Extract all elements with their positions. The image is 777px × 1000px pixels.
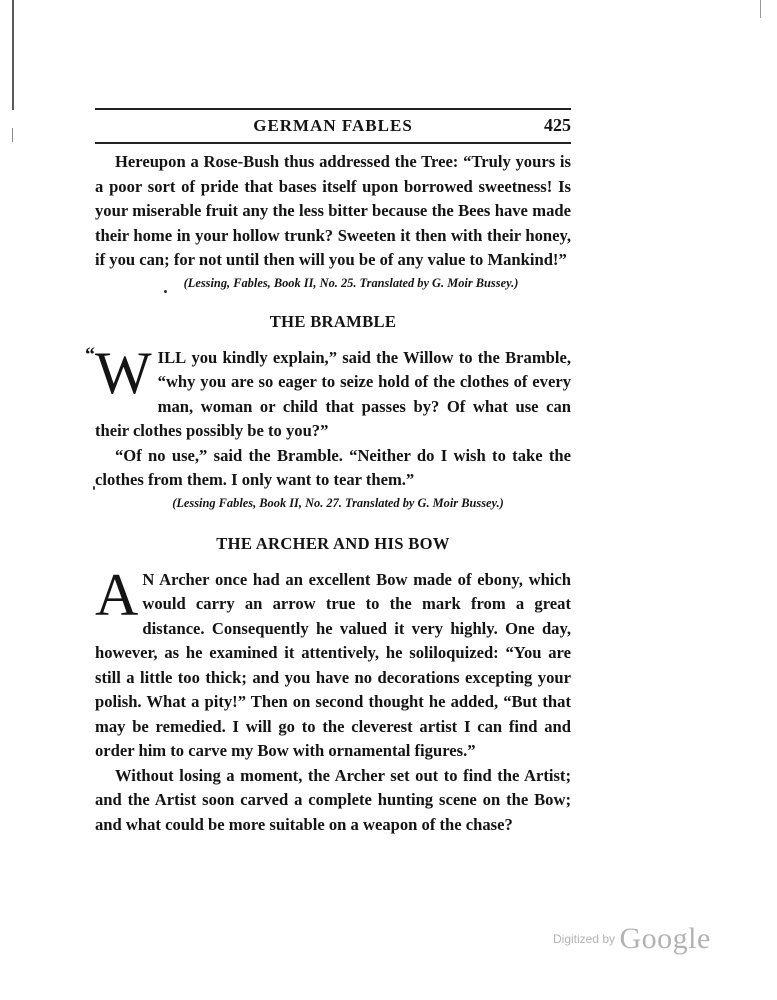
archer-first-letter: N — [142, 569, 155, 589]
bramble-paragraph-1-text: you kindly explain,” said the Willow to the Bramble, “why you are so eager to seize hold of the clothes of every man, woman or child that passes by? Of what use can their clothes possibly be to you?” — [95, 347, 571, 440]
watermark-prefix: Digitized by — [553, 932, 616, 946]
archer-paragraph-2: Without losing a moment, the Archer set out to find the Artist; and the Artist soon carved a complete hunting scene on the Bow; and what could be more suitable on a weapon of the chase? — [95, 765, 571, 834]
book-page — [85, 108, 571, 837]
bramble-paragraph-1 — [95, 339, 571, 444]
archer-heading: THE ARCHER AND HIS BOW — [216, 533, 450, 553]
archer-dropcap: A — [95, 561, 139, 628]
archer-paragraph-1 — [95, 561, 571, 764]
bramble-heading: THE BRAMBLE — [269, 311, 397, 331]
archer-paragraph-1-text: Archer once had an excellent Bow made of ebony, which would carry an arrow true to the mark from a great distance. Consequently he valued it very highly. One day, however, as he examined it attentively, he soliloquized: “You are still a little too thick; and you have no decorations excepting your polish. What a pity!” Then on second thought he added, “But that may be remedied. I will go to the cleverest artist I can find and order him to carve my Bow with ornamental figures.” — [95, 569, 571, 760]
google-logo: Google — [619, 922, 711, 955]
bramble-citation: (Lessing Fables, Book II, No. 27. Translated by G. Moir Bussey.) — [172, 495, 504, 510]
page-number: 425 — [544, 115, 571, 135]
bramble-open-quote: “ — [85, 343, 95, 366]
running-header — [95, 110, 571, 144]
scan-edge-right — [760, 0, 761, 18]
bramble-dropcap: W — [95, 339, 152, 406]
bramble-body — [85, 339, 571, 493]
scan-edge-left — [12, 0, 14, 110]
bramble-first-word: ILL — [157, 347, 187, 367]
ink-speck — [164, 290, 167, 293]
running-title: GERMAN FABLES — [253, 116, 413, 135]
fable1-paragraph: Hereupon a Rose-Bush thus addressed the Tree: “Truly yours is a poor sort of pride that bases itself upon borrowed sweetness! Is your miserable fruit any the less bitter because the Bees have made their home in your hollow trunk? Sweeten it then with their honey, if you can; for not until then will you be of any value to Mankind!” — [95, 152, 571, 269]
fable1-citation: (Lessing, Fables, Book II, No. 25. Translated by G. Moir Bussey.) — [183, 275, 519, 290]
google-watermark — [553, 922, 711, 956]
bramble-paragraph-2: “Of no use,” said the Bramble. “Neither do I wish to take the clothes from them. I only want to tear them.” — [95, 445, 571, 489]
scan-edge-left-mark — [12, 128, 13, 142]
ink-speck — [93, 486, 95, 490]
